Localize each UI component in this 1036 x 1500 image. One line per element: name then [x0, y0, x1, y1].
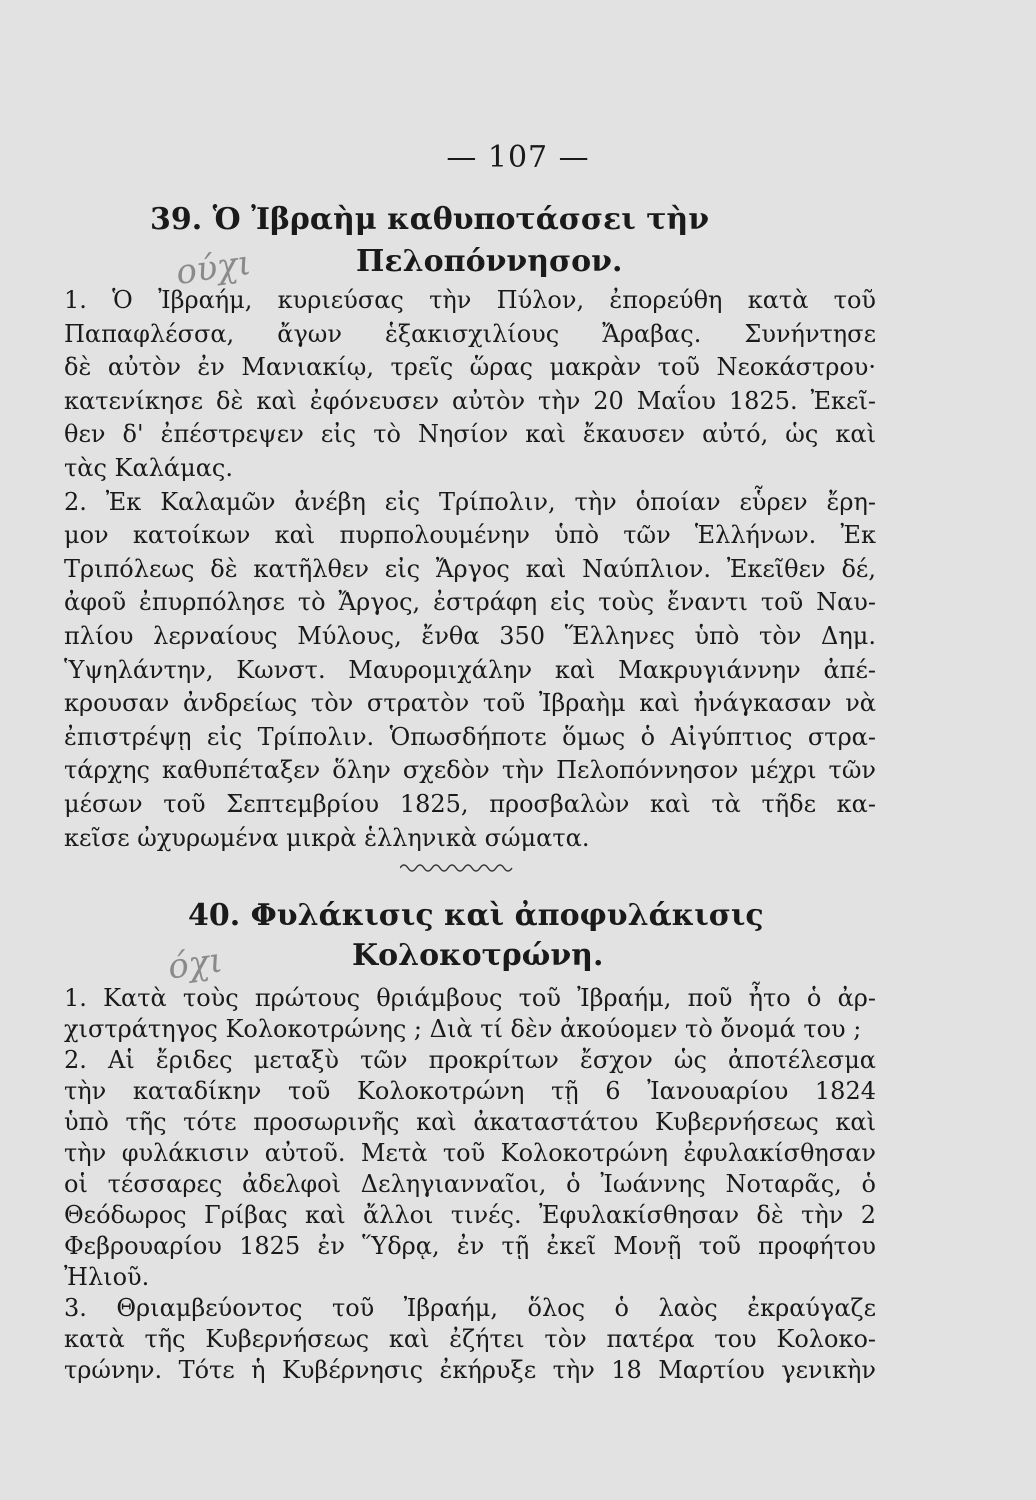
text-line: 3. Θριαμβεύοντος τοῦ Ἰβραήμ, ὅλος ὁ λαὸς ἐκραύγαζε: [64, 1294, 876, 1322]
text-line: μον κατοίκων καὶ πυρπολουμένην ὑπὸ τῶν Ἑλλήνων. Ἐκ: [64, 521, 876, 550]
text-line: Θεόδωρος Γρίβας καὶ ἄλλοι τινές. Ἐφυλακίσθησαν δὲ τὴν 2: [64, 1201, 876, 1229]
text-line: μέσων τοῦ Σεπτεμβρίου 1825, προσβαλὼν καὶ τὰ τῆδε κα-: [64, 790, 876, 818]
section-39-heading-line2: Πελοπόννησον.: [356, 244, 623, 279]
text-line: ἐπιστρέψῃ εἰς Τρίπολιν. Ὁπωσδήποτε ὅμως ὁ Αἰγύπτιος στρα-: [64, 722, 876, 751]
text-line: κεῖσε ὠχυρωμένα μικρὰ ἑλληνικὰ σώματα.: [64, 823, 590, 852]
section-40-heading-line2-wrap: [352, 936, 603, 976]
text-line: 2. Ἐκ Καλαμῶν ἀνέβη εἰς Τρίπολιν, τὴν ὁποίαν εὗρεν ἔρη-: [64, 487, 876, 516]
text-line: κατὰ τῆς Κυβερνήσεως καὶ ἐζήτει τὸν πατέρα του Κολοκο-: [64, 1325, 876, 1353]
margin-note-39: ούχι: [173, 242, 254, 294]
section-40-heading-line1: 40. Φυλάκισις καὶ ἀποφυλάκισις: [188, 898, 764, 933]
text-line: θεν δ' ἐπέστρεψεν εἰς τὸ Νησίον καὶ ἔκαυσεν αὐτό, ὡς καὶ: [64, 420, 876, 449]
text-line: τάρχης καθυπέταξεν ὅλην σχεδὸν τὴν Πελοπόννησον μέχρι τῶν: [64, 756, 876, 785]
section-40-heading-line2: Κολοκοτρώνη.: [352, 938, 604, 973]
text-line: κατενίκησε δὲ καὶ ἐφόνευσεν αὐτὸν τὴν 20 Μαΐου 1825. Ἐκεῖ-: [64, 386, 876, 415]
text-line: τὴν καταδίκην τοῦ Κολοκοτρώνη τῇ 6 Ἰανουαρίου 1824: [64, 1077, 876, 1105]
text-line: χιστράτηγος Κολοκοτρώνης ; Διὰ τί δὲν ἀκούομεν τὸ ὄνομά του ;: [64, 1015, 862, 1043]
section-40-heading: [188, 896, 764, 936]
text-line: Παπαφλέσσα, ἄγων ἑξακισχιλίους Ἄραβας. Συνήντησε: [64, 319, 876, 348]
page-number: — 107 —: [446, 140, 590, 175]
text-line: 1. Ὁ Ἰβραήμ, κυριεύσας τὴν Πύλον, ἐπορεύθη κατὰ τοῦ: [64, 286, 876, 314]
section-39-heading-line2-wrap: [356, 242, 622, 282]
text-line: ἀφοῦ ἐπυρπόλησε τὸ Ἄργος, ἐστράφη εἰς τοὺς ἔναντι τοῦ Ναυ-: [64, 588, 876, 617]
section-divider: [400, 862, 516, 874]
text-line: ὑπὸ τῆς τότε προσωρινῆς καὶ ἀκαταστάτου Κυβερνήσεως καὶ: [64, 1108, 876, 1136]
text-line: 2. Αἱ ἔριδες μεταξὺ τῶν προκρίτων ἔσχον ὡς ἀποτέλεσμα: [64, 1046, 876, 1074]
text-line: Ἠλιοῦ.: [64, 1263, 150, 1291]
text-line: Φεβρουαρίου 1825 ἐν Ὕδρᾳ, ἐν τῇ ἐκεῖ Μονῇ τοῦ προφήτου: [64, 1232, 876, 1260]
text-line: πλίου λερναίους Μύλους, ἔνθα 350 Ἕλληνες ὑπὸ τὸν Δημ.: [64, 622, 876, 650]
text-line: Τριπόλεως δὲ κατῆλθεν εἰς Ἄργος καὶ Ναύπλιον. Ἐκεῖθεν δέ,: [64, 554, 876, 583]
text-line: τὴν φυλάκισιν αὐτοῦ. Μετὰ τοῦ Κολοκοτρώνη ἐφυλακίσθησαν: [64, 1139, 876, 1167]
section-39-heading: [150, 200, 709, 240]
text-line: τὰς Καλάμας.: [64, 454, 233, 482]
text-line: 1. Κατὰ τοὺς πρώτους θριάμβους τοῦ Ἰβραήμ, ποῦ ἦτο ὁ ἀρ-: [64, 984, 876, 1012]
text-line: οἱ τέσσαρες ἀδελφοὶ Δεληγιανναῖοι, ὁ Ἰωάννης Νοταρᾶς, ὁ: [64, 1170, 876, 1198]
text-line: Ὑψηλάντην, Κωνστ. Μαυρομιχάλην καὶ Μακρυγιάννην ἀπέ-: [64, 655, 876, 684]
text-line: κρουσαν ἀνδρείως τὸν στρατὸν τοῦ Ἰβραὴμ καὶ ἠνάγκασαν νὰ: [64, 689, 876, 718]
margin-note-40: όχι: [165, 940, 225, 988]
text-line: τρώνην. Τότε ἡ Κυβέρνησις ἐκήρυξε τὴν 18 Μαρτίου γενικὴν: [64, 1356, 876, 1384]
section-39-heading-line1: 39. Ὁ Ἰβραὴμ καθυποτάσσει τὴν: [150, 202, 710, 237]
text-line: δὲ αὐτὸν ἐν Μανιακίῳ, τρεῖς ὥρας μακρὰν τοῦ Νεοκάστρου·: [64, 353, 876, 382]
